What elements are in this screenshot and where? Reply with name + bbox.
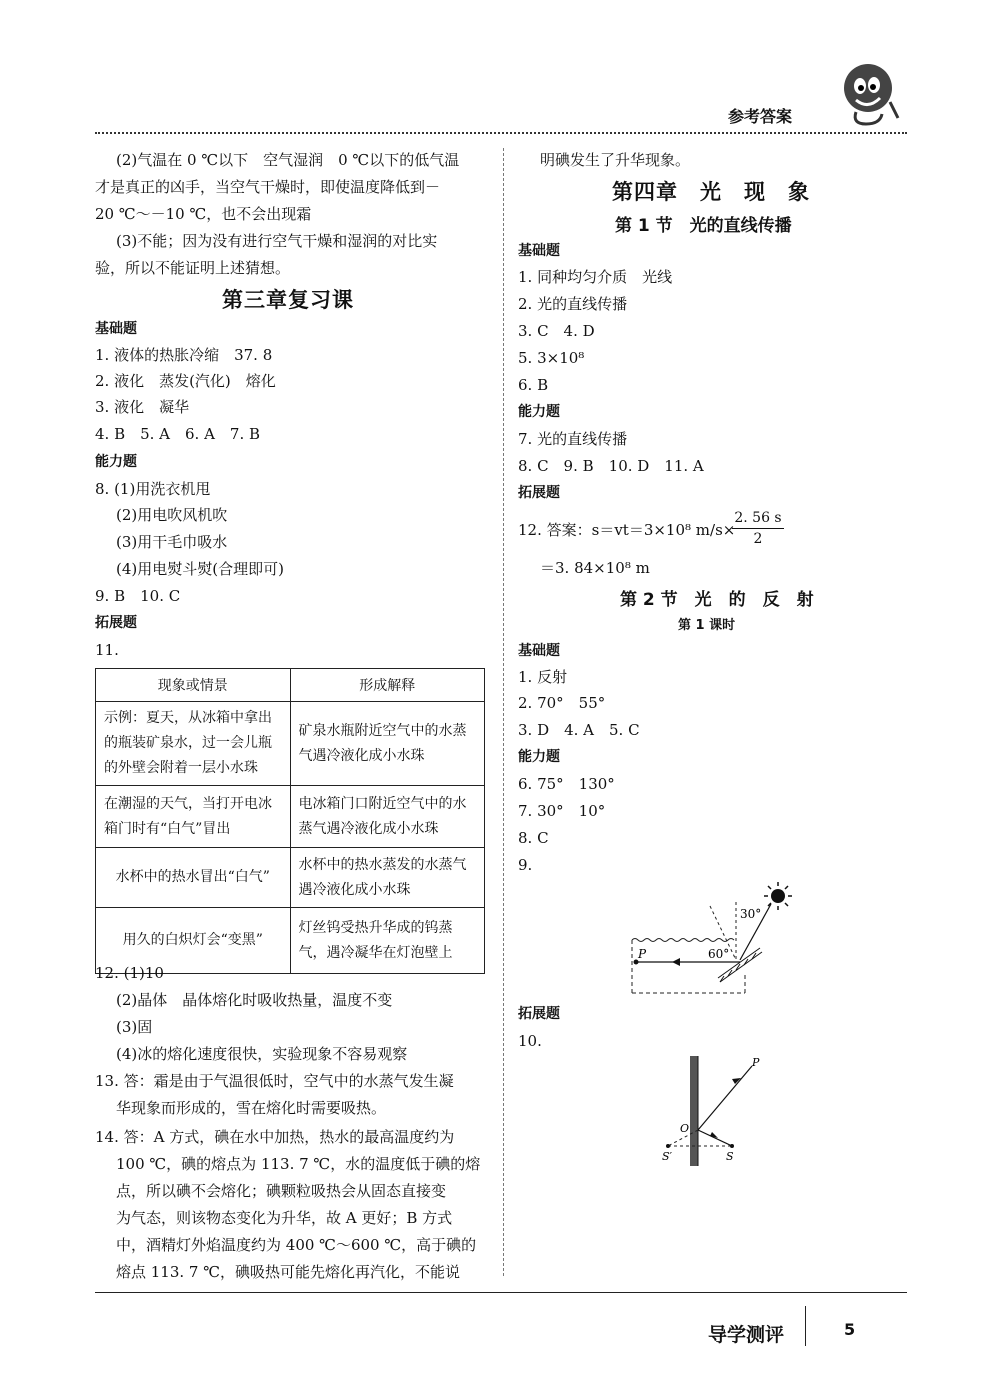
- section-heading-extension: 拓展题: [518, 1006, 560, 1022]
- answer-line: 华现象而形成的，雪在熔化时需要吸热。: [116, 1099, 387, 1117]
- answer-line: 9. B 10. C: [95, 587, 181, 605]
- answer-line: 3. C 4. D: [518, 322, 595, 340]
- table-cell: 在潮湿的天气，当打开电冰箱门时有“白气”冒出: [96, 786, 291, 848]
- answer-line: 4. B 5. A 6. A 7. B: [95, 425, 261, 443]
- answer-line: (4)冰的熔化速度很快，实验现象不容易观察: [116, 1045, 408, 1063]
- answer-line: 1. 反射: [518, 668, 568, 686]
- answer-line: 2. 70° 55°: [518, 694, 606, 712]
- answer-line: 1. 同种均匀介质 光线: [518, 268, 673, 286]
- point-label: P: [752, 1056, 760, 1069]
- answer-line: 6. 75° 130°: [518, 775, 615, 793]
- page-number: 5: [844, 1320, 856, 1339]
- section-title: 第 1 节 光的直线传播: [615, 216, 792, 236]
- answer-line: 8. C 9. B 10. D 11. A: [518, 457, 704, 475]
- angle-label: 30°: [740, 907, 762, 921]
- table-cell: 水杯中的热水冒出“白气”: [96, 848, 291, 908]
- answer-line: 2. 光的直线传播: [518, 295, 628, 313]
- answer-line: 3. 液化 凝华: [95, 398, 190, 416]
- section-heading-extension: 拓展题: [95, 615, 137, 631]
- sun-icon: [771, 889, 785, 903]
- section-heading-basic: 基础题: [518, 243, 560, 259]
- footer-rule: [95, 1292, 907, 1293]
- answer-line: 2. 液化 蒸发(汽化) 熔化: [95, 372, 276, 390]
- answer-line: 3. D 4. A 5. C: [518, 721, 640, 739]
- text-line: (2)气温在 0 ℃以下 空气湿润 0 ℃以下的低气温: [116, 151, 460, 169]
- point-label: P: [638, 947, 647, 961]
- point-label: O: [680, 1122, 690, 1135]
- answer-line: 100 ℃，碘的熔点为 113. 7 ℃，水的温度低于碘的熔: [116, 1155, 481, 1173]
- answer-line: (3)固: [116, 1018, 153, 1036]
- answer-table: [95, 668, 485, 974]
- point-label: S: [726, 1150, 734, 1163]
- answer-line: 1. 液体的热胀冷缩 37. 8: [95, 346, 273, 364]
- table-cell: 用久的白炽灯会“变黑”: [96, 908, 291, 974]
- answer-line: 8. (1)用洗衣机甩: [95, 480, 211, 498]
- answer-line: 11.: [95, 641, 119, 659]
- table-cell: 水杯中的热水蒸发的水蒸气遇冷液化成小水珠: [290, 848, 485, 908]
- table-cell: 电冰箱门口附近空气中的水蒸气遇冷液化成小水珠: [290, 786, 485, 848]
- fraction: [732, 508, 784, 549]
- angle-label: 60°: [708, 947, 730, 961]
- section-heading-ability: 能力题: [518, 749, 560, 765]
- answer-line: 10.: [518, 1032, 542, 1050]
- answer-line: 5. 3×10⁸: [518, 349, 585, 367]
- table-cell: 灯丝钨受热升华成的钨蒸气，遇冷凝华在灯泡壁上: [290, 908, 485, 974]
- text-line: 明碘发生了升华现象。: [540, 151, 691, 169]
- answer-line: 9.: [518, 856, 533, 874]
- answer-line: 14. 答：A 方式，碘在水中加热，热水的最高温度约为: [95, 1128, 455, 1146]
- section-heading-ability: 能力题: [95, 454, 137, 470]
- table-cell: 矿泉水瓶附近空气中的水蒸气遇冷液化成小水珠: [290, 702, 485, 786]
- section-heading-basic: 基础题: [518, 643, 560, 659]
- answer-line: 13. 答：霜是由于气温很低时，空气中的水蒸气发生凝: [95, 1072, 454, 1090]
- table-header: 形成解释: [290, 669, 485, 702]
- answer-line: 8. C: [518, 829, 549, 847]
- answer-line: 点，所以碘不会熔化；碘颗粒吸热会从固态直接变: [116, 1182, 447, 1200]
- section-heading-ability: 能力题: [518, 404, 560, 420]
- text-line: 20 ℃～－10 ℃，也不会出现霜: [95, 205, 312, 223]
- table-header: 现象或情景: [96, 669, 291, 702]
- formula-line: ＝3. 84×10⁸ m: [540, 559, 650, 577]
- text-line: (3)不能；因为没有进行空气干燥和湿润的对比实: [116, 232, 438, 250]
- answer-line: 12. (1)10: [95, 964, 164, 982]
- answer-line: (4)用电熨斗熨(合理即可): [116, 560, 284, 578]
- reflection-figure-9: [620, 878, 800, 998]
- footer-separator: [805, 1306, 806, 1346]
- formula-line: 12. 答案：s＝vt＝3×10⁸ m/s×: [518, 521, 736, 539]
- mirror-figure-10: [660, 1052, 770, 1172]
- text-line: 验，所以不能证明上述猜想。: [95, 259, 291, 277]
- mascot-icon: [836, 58, 906, 134]
- fraction-numerator: 2. 56 s: [732, 508, 784, 529]
- text-line: 才是真正的凶手，当空气干燥时，即使温度降低到－: [95, 178, 441, 196]
- answer-line: 中，酒精灯外焰温度约为 400 ℃～600 ℃，高于碘的: [116, 1236, 477, 1254]
- section-title: 第 2 节 光 的 反 射: [620, 590, 814, 610]
- chapter-title: 第四章 光 现 象: [612, 180, 810, 204]
- table-cell: 示例：夏天，从冰箱中拿出的瓶装矿泉水，过一会儿瓶的外壁会附着一层小水珠: [96, 702, 291, 786]
- header-dotted-rule: [95, 132, 907, 134]
- fraction-denominator: 2: [753, 531, 763, 547]
- chapter-review-title: 第三章复习课: [222, 288, 354, 312]
- answer-line: (2)晶体 晶体熔化时吸收热量，温度不变: [116, 991, 393, 1009]
- footer-brand: 导学测评: [708, 1324, 785, 1346]
- section-heading-extension: 拓展题: [518, 485, 560, 501]
- answer-line: 为气态，则该物态变化为升华，故 A 更好；B 方式: [116, 1209, 453, 1227]
- answer-line: (3)用干毛巾吸水: [116, 533, 228, 551]
- lesson-title: 第 1 课时: [678, 618, 736, 633]
- answer-line: (2)用电吹风机吹: [116, 506, 228, 524]
- answer-line: 6. B: [518, 376, 549, 394]
- answer-line: 熔点 113. 7 ℃，碘吸热可能先熔化再汽化，不能说: [116, 1263, 461, 1281]
- answer-line: 7. 30° 10°: [518, 802, 606, 820]
- answer-line: 7. 光的直线传播: [518, 430, 628, 448]
- point-label: S′: [662, 1150, 673, 1163]
- column-divider: [503, 148, 504, 1276]
- section-heading-basic: 基础题: [95, 321, 137, 337]
- header-title: 参考答案: [728, 107, 793, 126]
